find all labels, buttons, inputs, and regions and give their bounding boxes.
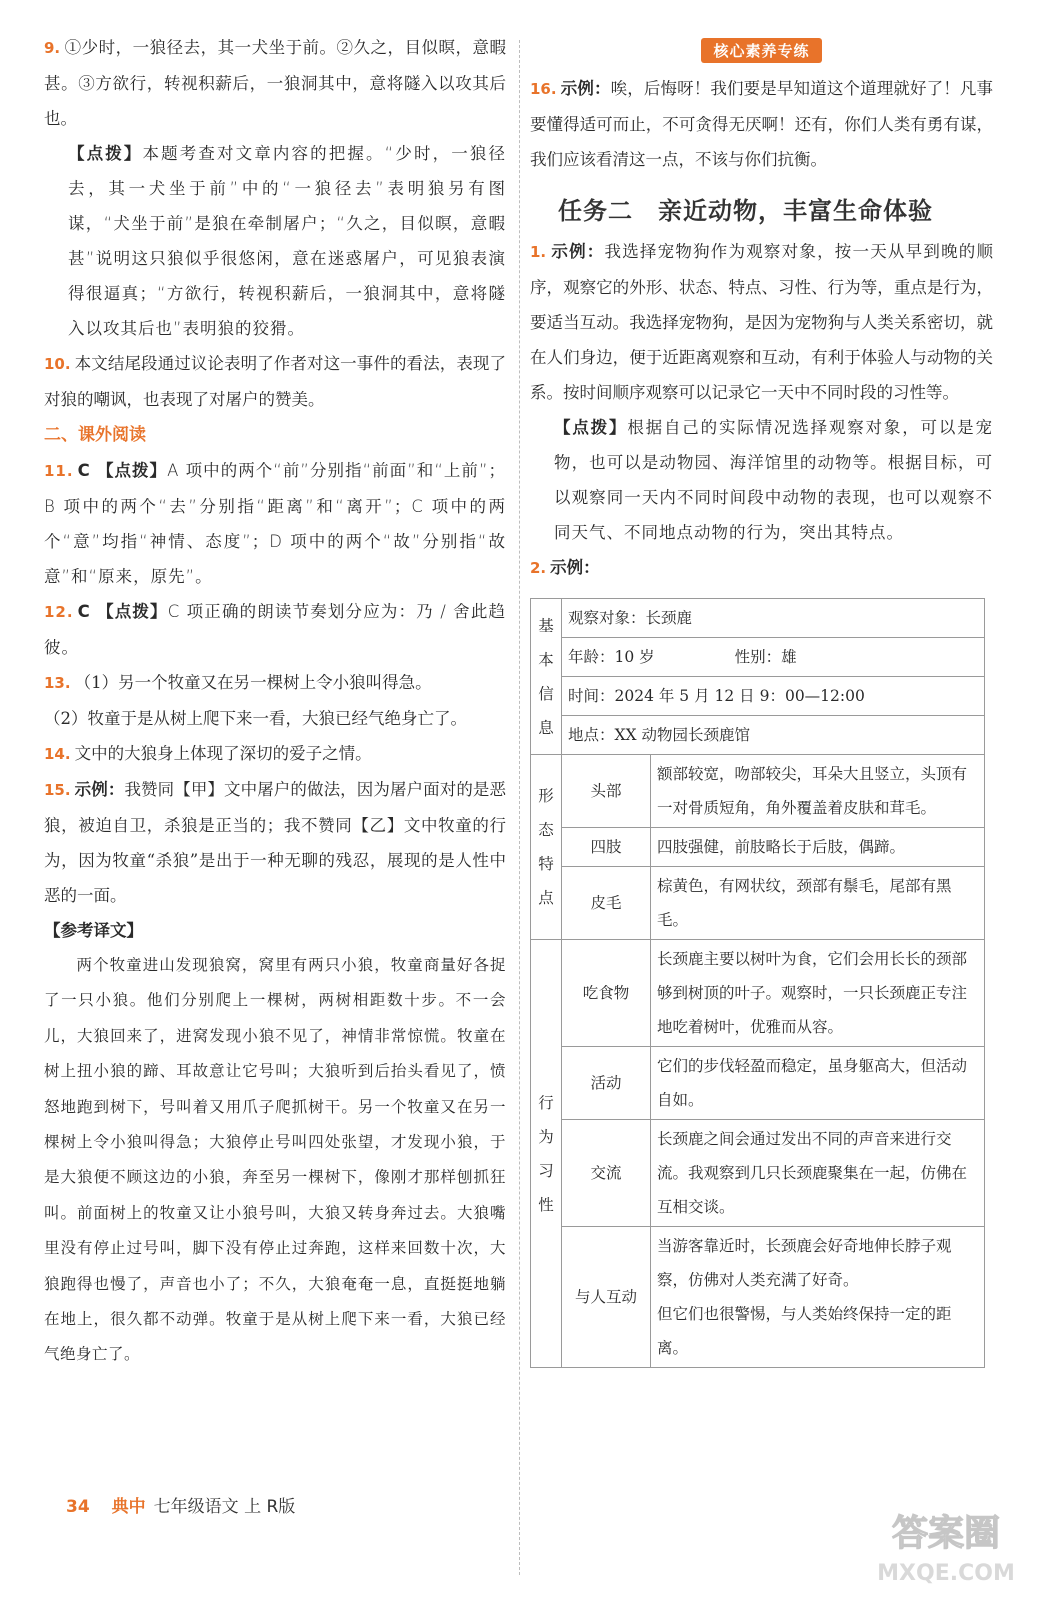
observation-table [530,598,985,1368]
basic-label-char: 本 [538,650,554,669]
q15 [44,772,506,913]
q16-label: 示例： [560,79,611,98]
interaction-label: 与人互动 [562,1227,651,1368]
observation-place: 地点：XX 动物园长颈鹿馆 [562,716,985,755]
q15-label: 示例： [74,780,125,799]
head-description: 额部较宽，吻部较尖，耳朵大且竖立，头顶有一对骨质短角，角外覆盖着皮肤和茸毛。 [651,755,985,828]
q11-number: 11. [44,462,74,480]
behavior-label-char: 为 [538,1127,554,1146]
q14-number: 14. [44,745,71,763]
basic-info-label [531,599,562,755]
q15-number: 15. [44,781,71,799]
table-row [531,1047,985,1120]
limb-label: 四肢 [562,828,651,867]
q16-text: 唉，后悔呀！我们要是早知道这个道理就好了！凡事要懂得适可而止，不可贪得无厌啊！还有，你们人类有勇有谋，我们应该看清这一点，不该与你们抗衡。 [530,79,994,169]
q12-text: C 项正确的朗读节奏划分应为：乃 / 舍此趋彼。 [44,602,506,657]
table-row [531,716,985,755]
activity-description: 它们的步伐轻盈而稳定，虽身躯高大，但活动自如。 [651,1047,985,1120]
reference-translation-title: 【参考译文】 [44,921,143,940]
shape-label-char: 特 [538,855,554,873]
limb-description: 四肢强健，前肢略长于后肢，偶蹄。 [651,828,985,867]
q14 [44,736,506,772]
table-row [531,599,985,638]
q9-text: ①少时，一狼径去，其一犬坐于前。②久之，目似暝，意暇甚。③方欲行，转视积薪后，一狼洞其中，意将隧入以攻其后也。 [44,38,506,128]
q13-line2: （2）牧童于是从树上爬下来一看，大狼已经气绝身亡了。 [44,709,467,728]
core-literacy-badge: 核心素养专练 [701,38,821,63]
fur-description: 棕黄色，有网状纹，颈部有鬃毛，尾部有黑毛。 [651,867,985,940]
q12 [44,594,506,665]
q10-number: 10. [44,355,71,373]
eating-label: 吃食物 [562,940,651,1047]
q9-number: 9. [44,39,61,57]
table-row [531,638,985,677]
observation-subject: 观察对象：长颈鹿 [562,599,985,638]
behavior-label-char: 习 [538,1161,554,1180]
basic-label-char: 基 [538,616,554,635]
table-row [531,867,985,940]
reference-translation-body: 两个牧童进山发现狼窝，窝里有两只小狼，牧童商量好各捉了一只小狼。他们分别爬上一棵树，两树相距数十步。不一会儿，大狼回来了，进窝发现小狼不见了，神情非常惊慌。牧童在树上扭小狼的蹄、耳故意让它号叫；大狼听到后抬头看见了，愤怒地跑到树下，号叫着又用爪子爬抓树干。另一个牧童又在另一棵树上令小狼叫得急；大狼停止号叫四处张望，才发现小狼，于是大狼便不顾这边的小狼，奔至另一棵树下，像刚才那样刨抓狂叫。前面树上的牧童又让小狼号叫，大狼又转身奔过去。大狼嘴里没有停止过号叫，脚下没有停止过奔跑，这样来回数十次，大狼跑得也慢了，声音也小了；不久，大狼奄奄一息，直挺挺地躺在地上，很久都不动弹。牧童于是从树上爬下来一看，大狼已经气绝身亡了。 [44,956,506,1364]
watermark [861,1500,1031,1590]
behavior-label-char: 行 [538,1093,554,1112]
basic-label-char: 息 [538,718,554,737]
basic-label-char: 信 [538,684,554,703]
q12-answer: C [77,602,91,621]
table-row [531,828,985,867]
interaction-description [651,1227,985,1368]
q12-number: 12. [44,603,74,621]
q9-tip-tag: 【点拨】 [68,144,143,163]
behavior-label [531,940,562,1368]
table-row [531,755,985,828]
q13-line1: （1）另一个牧童又在另一棵树上令小狼叫得急。 [74,673,432,692]
watermark-text: 答案圈 [891,1513,1001,1554]
age-value: 年龄：10 岁 [568,648,655,666]
shape-label-char: 态 [538,821,554,839]
q12-tip-tag: 【点拨】 [97,602,168,621]
q14-text: 文中的大狼身上体现了深切的爱子之情。 [74,744,372,763]
task2-q1-tip [530,410,993,550]
communication-description: 长颈鹿之间会通过发出不同的声音来进行交流。我观察到几只长颈鹿聚集在一起，仿佛在互相交谈。 [651,1120,985,1227]
core-literacy-banner [530,38,993,63]
task2-q1-tip-text: 根据自己的实际情况选择观察对象，可以是宠物，也可以是动物园、海洋馆里的动物等。根据目标，可以观察同一天内不同时间段中动物的表现，也可以观察不同天气、不同地点动物的行为，突出其特点。 [554,418,994,542]
book-title: 七年级语文 上 R版 [153,1497,296,1517]
section-heading-extracurricular: 二、课外阅读 [44,425,146,445]
task2-q1-label: 示例： [550,242,605,261]
task2-q2-label: 示例： [550,558,600,577]
table-row [531,1227,985,1368]
age-sex-cell [562,638,985,677]
fur-label: 皮毛 [562,867,651,940]
task2-q1 [530,234,993,410]
q16-number: 16. [530,80,557,98]
q11-tip-tag: 【点拨】 [96,461,168,480]
table-row [531,677,985,716]
task2-q2-number: 2. [530,559,547,577]
task2-title: 任务二 亲近动物，丰富生命体验 [558,197,933,225]
eating-description: 长颈鹿主要以树叶为食，它们会用长长的颈部够到树顶的叶子。观察时，一只长颈鹿正专注地吃着树叶，优雅而从容。 [651,940,985,1047]
q9-tip [44,136,506,346]
watermark-url: MXQE.COM [877,1561,1015,1586]
page-footer [66,1492,295,1517]
activity-label: 活动 [562,1047,651,1120]
left-column [44,30,506,1373]
brand-logo: 典中 [111,1497,146,1517]
page-number: 34 [66,1497,90,1517]
q13-number: 13. [44,674,71,692]
shape-label-char: 形 [538,787,554,805]
table-row [531,1120,985,1227]
task2-q1-number: 1. [530,243,547,261]
head-label: 头部 [562,755,651,828]
q10-text: 本文结尾段通过议论表明了作者对这一事件的看法，表现了对狼的嘲讽，也表现了对屠户的赞美。 [44,354,506,409]
q10 [44,346,506,417]
q16 [530,71,993,177]
right-column [530,30,993,1368]
q15-text: 我赞同【甲】文中屠户的做法，因为屠户面对的是恶狼，被迫自卫，杀狼是正当的；我不赞同【乙】文中牧童的行为，因为牧童“杀狼”是出于一种无聊的残忍，展现的是人性中恶的一面。 [44,780,507,905]
table-row [531,940,985,1047]
behavior-label-char: 性 [538,1195,554,1214]
q9-tip-text: 本题考查对文章内容的把握。“少时，一狼径去，其一犬坐于前”中的“一狼径去”表明狼另有图谋，“犬坐于前”是狼在牵制屠户；“久之，目似暝，意暇甚”说明这只狼似乎很悠闲，意在迷惑屠户，可见狼表演得很逼真；“方欲行，转视积薪后，一狼洞其中，意将隧入以攻其后也”表明狼的狡猾。 [68,144,506,338]
q11-answer: C [77,461,91,480]
interaction-line2: 但它们也很警惕，与人类始终保持一定的距离。 [657,1305,952,1357]
observation-time: 时间：2024 年 5 月 12 日 9：00—12:00 [562,677,985,716]
q11-text: A 项中的两个“前”分别指“前面”和“上前”；B 项中的两个“去”分别指“距离”和“离开”；C 项中的两个“意”均指“神情、态度”；D 项中的两个“故”分别指“故意”和“原来，原先”。 [44,461,507,586]
shape-feature-label [531,755,562,940]
task2-q2 [530,550,993,586]
q9 [44,30,506,136]
q11 [44,453,506,594]
communication-label: 交流 [562,1120,651,1227]
reference-translation-text [44,948,506,1373]
column-divider [519,40,520,1575]
sex-value: 性别：雄 [734,648,797,666]
q13 [44,665,506,701]
task2-q1-text: 我选择宠物狗作为观察对象，按一天从早到晚的顺序，观察它的外形、状态、特点、习性、行为等，重点是行为，要适当互动。我选择宠物狗，是因为宠物狗与人类关系密切，就在人们身边，便于近距离观察和互动，有利于体验人与动物的关系。按时间顺序观察可以记录它一天中不同时段的习性等。 [530,242,994,402]
task2-q1-tip-tag: 【点拨】 [554,418,628,437]
interaction-line1: 当游客靠近时，长颈鹿会好奇地伸长脖子观察，仿佛对人类充满了好奇。 [657,1237,952,1289]
shape-label-char: 点 [538,889,554,907]
